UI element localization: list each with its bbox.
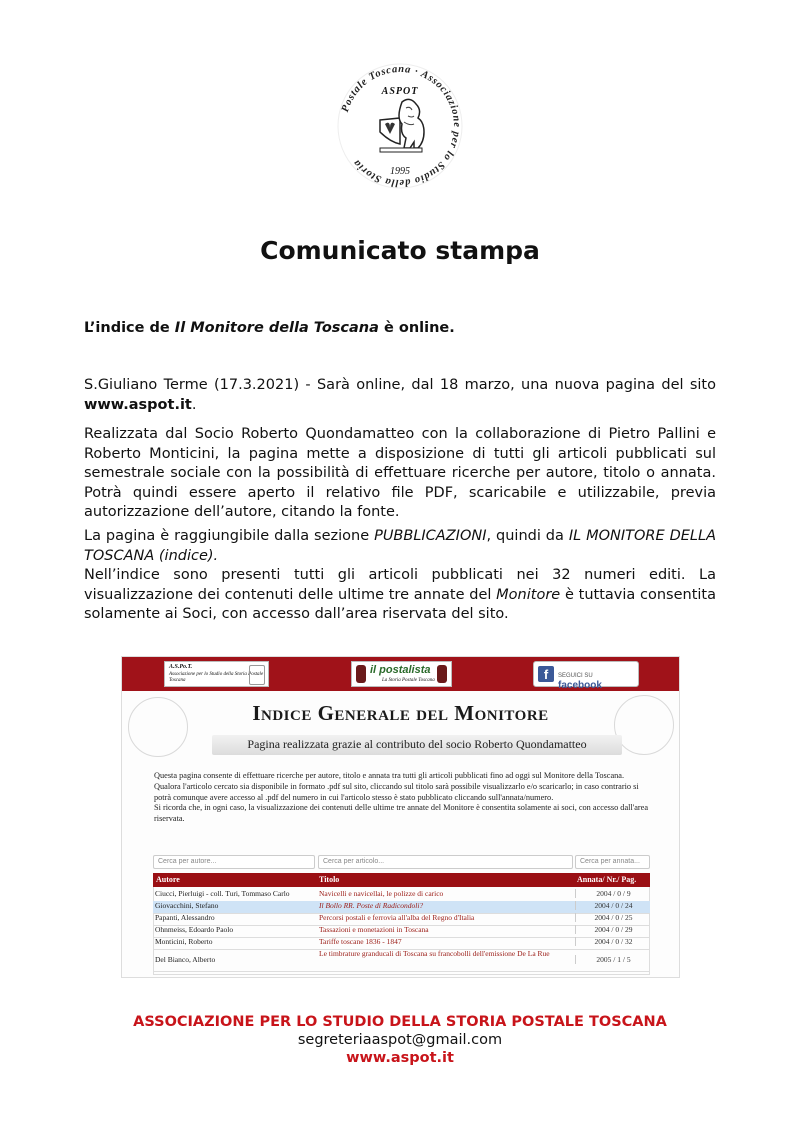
aspot-banner-title: A.S.Po.T. — [169, 664, 193, 670]
facebook-icon: f — [538, 666, 554, 682]
index-subheading: Pagina realizzata grazie al contributo del socio Roberto Quondamatteo — [247, 737, 587, 751]
paragraph-navigation — [84, 527, 716, 566]
aspot-banner-subtitle: Associazione per lo Studio della Storia Postale Toscana — [169, 672, 264, 683]
row-title[interactable]: Navicelli e navicellai, le polizze di carico — [319, 889, 444, 898]
aspot-banner[interactable] — [164, 661, 269, 687]
row-author: Ohnmeiss, Edoardo Paolo — [155, 925, 234, 934]
row-ref[interactable]: 2004 / 0 / 25 — [575, 913, 651, 922]
subheading-bar — [212, 735, 622, 755]
row-ref[interactable]: 2004 / 0 / 24 — [575, 901, 651, 910]
p1-end: . — [191, 396, 197, 413]
subtitle-italic: Il Monitore della Toscana — [174, 320, 379, 336]
paragraph-intro — [84, 376, 716, 415]
row-ref[interactable]: 2004 / 0 / 29 — [575, 925, 651, 934]
row-author: Giovacchini, Stefano — [155, 901, 219, 910]
facebook-pre: SEGUICI SU — [558, 673, 593, 679]
search-year-input[interactable]: Cerca per annata... — [575, 855, 650, 869]
row-title[interactable]: Le timbrature granducali di Toscana su francobolli dell'emissione De La Rue — [319, 949, 550, 958]
row-title[interactable]: Tariffe toscane 1836 - 1847 — [319, 937, 402, 946]
table-header — [153, 873, 650, 887]
footer-website[interactable]: www.aspot.it — [346, 1050, 454, 1066]
document-title: Comunicato stampa — [260, 236, 540, 265]
p4-pre: Nell’indice sono presenti tutti gli articoli pubblicati nei 32 numeri editi. La visualizzazione dei contenuti delle ultime tre annate del — [84, 567, 716, 603]
row-author: Papanti, Alessandro — [155, 913, 215, 922]
footer-organization: ASSOCIAZIONE PER LO STUDIO DELLA STORIA POSTALE TOSCANA — [133, 1014, 667, 1030]
facebook-label — [558, 669, 638, 691]
footer-email[interactable]: segreteriaaspot@gmail.com — [297, 1032, 503, 1048]
figure-icon — [437, 665, 447, 683]
screenshot-top-bar — [122, 657, 679, 691]
search-author-input[interactable]: Cerca per autore... — [153, 855, 315, 869]
row-ref[interactable]: 2004 / 0 / 9 — [575, 889, 651, 898]
row-ref[interactable]: 2005 / 1 / 5 — [575, 955, 651, 964]
postalista-subtitle: La Storia Postale Toscana — [382, 678, 435, 683]
subtitle-pre: L’indice de — [84, 320, 175, 336]
index-intro — [154, 771, 650, 825]
aspot-logo-icon — [249, 665, 265, 685]
figure-icon — [356, 665, 366, 683]
p4-italic: Monitore — [496, 586, 561, 603]
p1-text: S.Giuliano Terme (17.3.2021) - Sarà online, dal 18 marzo, una nuova pagina del sito — [84, 377, 716, 393]
postalista-banner[interactable] — [351, 661, 452, 687]
search-article-input[interactable]: Cerca per articolo... — [318, 855, 573, 869]
website-link[interactable]: www.aspot.it — [84, 396, 192, 413]
seal-ring-text: Postale Toscana · Associazione per lo Studio della Storia — [339, 63, 463, 189]
row-title[interactable]: Tassazioni e monetazioni in Toscana — [319, 925, 429, 934]
index-heading: Indice Generale del Monitore — [252, 701, 549, 725]
row-author: Ciucci, Pierluigi - coll. Turi, Tommaso Carlo — [155, 889, 290, 898]
subtitle-post: è online. — [378, 320, 455, 336]
paragraph-access — [84, 566, 716, 625]
p3-mid: , quindi da — [486, 528, 569, 544]
facebook-brand: facebook — [558, 680, 602, 691]
table-row[interactable] — [153, 949, 650, 972]
col-title[interactable]: Titolo — [319, 875, 340, 884]
p4-post: è tuttavia consentita solamente ai Soci, con accesso dall’area riservata del sito. — [84, 586, 717, 622]
index-page-screenshot — [121, 656, 680, 978]
aspot-seal-logo — [336, 62, 464, 190]
col-author[interactable]: Autore — [156, 875, 180, 884]
p3-section: PUBBLICAZIONI — [374, 528, 487, 544]
row-author: Del Bianco, Alberto — [155, 955, 216, 964]
postalista-title: il postalista — [370, 664, 431, 676]
seal-year: 1995 — [390, 166, 410, 177]
p3-page: IL MONITORE DELLA TOSCANA (indice). — [84, 528, 716, 564]
subtitle — [84, 320, 455, 336]
row-ref[interactable]: 2004 / 0 / 32 — [575, 937, 651, 946]
index-intro-1: Questa pagina consente di effettuare ricerche per autore, titolo e annata tra tutti gli articoli pubblicati fino ad oggi sul Monitore della Toscana. Qualora l'articolo cercato sia disponibile in formato .pdf sul sito, cliccando sul titolo sarà possibile visualizzarlo e/o scaricarlo; in caso contrario si potrà comunque avere accesso al .pdf del numero in cui l'articolo stesso è stato pubblicato cliccando sull'annata/numero. — [154, 771, 639, 802]
paragraph-description: Realizzata dal Socio Roberto Quondamatteo con la collaborazione di Pietro Pallini e Roberto Monticini, la pagina mette a disposizione di tutti gli articoli pubblicati sul semestrale sociale con la possibilità di effettuare ricerche per autore, titolo o annata. Potrà quindi essere aperto il relativo file PDF, scaricabile e utilizzabile, previa autorizzazione dell’autore, citando la fonte. — [84, 426, 716, 520]
seal-name: ASPOT — [381, 86, 419, 97]
facebook-banner[interactable] — [533, 661, 639, 691]
col-ref[interactable]: Annata/ Nr./ Pag. — [577, 875, 637, 884]
row-title[interactable]: Percorsi postali e ferrovia all'alba del Regno d'Italia — [319, 913, 475, 922]
row-author: Monticini, Roberto — [155, 937, 213, 946]
p3-pre: La pagina è raggiungibile dalla sezione — [84, 528, 375, 544]
row-title[interactable]: Il Bollo RR. Poste di Radicondoli? — [319, 901, 424, 910]
index-intro-2: Si ricorda che, in ogni caso, la visualizzazione dei contenuti delle ultime tre annate del Monitore è consentita solamente ai soci, con accesso dall'area riservata. — [154, 803, 649, 824]
